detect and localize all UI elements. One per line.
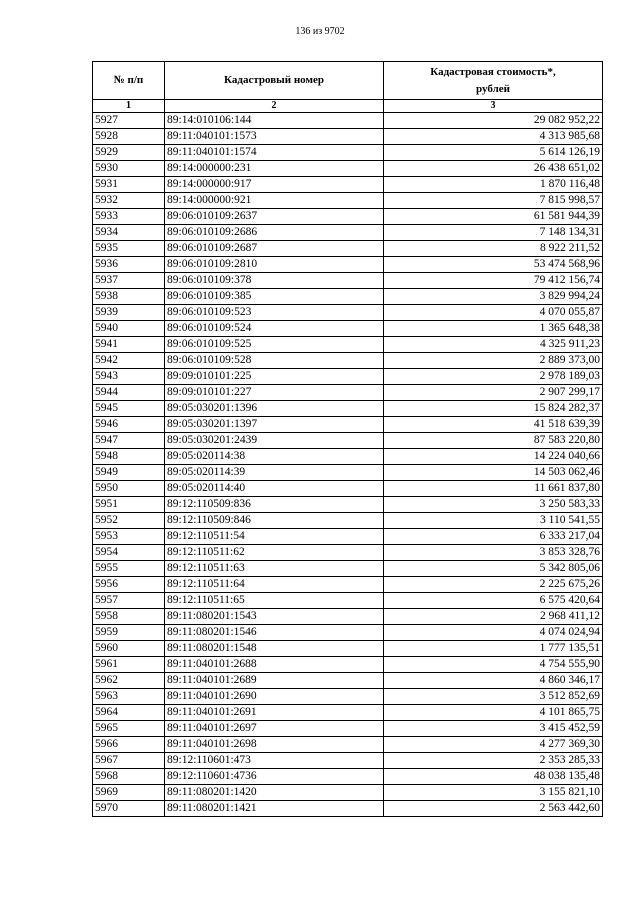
table-row	[93, 241, 603, 257]
cadastral-value-cell: 41 518 639,39	[384, 417, 603, 433]
cadastral-value-cell: 48 038 135,48	[384, 769, 603, 785]
cadastral-number-cell: 89:14:000000:917	[165, 177, 384, 193]
table-row	[93, 641, 603, 657]
cadastral-value-cell: 4 074 024,94	[384, 625, 603, 641]
cadastral-value-cell: 2 907 299,17	[384, 385, 603, 401]
table-row	[93, 337, 603, 353]
cadastral-value-cell: 3 110 541,55	[384, 513, 603, 529]
cadastral-value-cell: 61 581 944,39	[384, 209, 603, 225]
table-row	[93, 433, 603, 449]
cadastral-value-cell: 1 870 116,48	[384, 177, 603, 193]
table-row	[93, 257, 603, 273]
row-number-cell: 5934	[93, 225, 165, 241]
cadastral-value-cell: 7 148 134,31	[384, 225, 603, 241]
cadastral-number-cell: 89:11:080201:1548	[165, 641, 384, 657]
cadastral-number-cell: 89:06:010109:378	[165, 273, 384, 289]
row-number-cell: 5962	[93, 673, 165, 689]
column-number-2: 2	[165, 100, 384, 113]
table-row	[93, 609, 603, 625]
row-number-cell: 5952	[93, 513, 165, 529]
table-row	[93, 657, 603, 673]
table-row	[93, 113, 603, 129]
row-number-cell: 5953	[93, 529, 165, 545]
cadastral-value-cell: 7 815 998,57	[384, 193, 603, 209]
cadastral-value-cell: 3 512 852,69	[384, 689, 603, 705]
cadastral-number-cell: 89:11:040101:2690	[165, 689, 384, 705]
table-row	[93, 785, 603, 801]
cadastral-number-cell: 89:12:110511:62	[165, 545, 384, 561]
cadastral-number-cell: 89:05:020114:40	[165, 481, 384, 497]
cadastral-number-cell: 89:14:000000:231	[165, 161, 384, 177]
cadastral-value-cell: 6 575 420,64	[384, 593, 603, 609]
row-number-cell: 5958	[93, 609, 165, 625]
cadastral-value-cell: 87 583 220,80	[384, 433, 603, 449]
cadastral-number-cell: 89:11:040101:1574	[165, 145, 384, 161]
row-number-cell: 5968	[93, 769, 165, 785]
row-number-cell: 5944	[93, 385, 165, 401]
table-row	[93, 545, 603, 561]
column-number-1: 1	[93, 100, 165, 113]
table-row	[93, 177, 603, 193]
row-number-cell: 5949	[93, 465, 165, 481]
row-number-cell: 5966	[93, 737, 165, 753]
cadastral-value-cell: 4 101 865,75	[384, 705, 603, 721]
table-row	[93, 129, 603, 145]
cadastral-value-cell: 3 853 328,76	[384, 545, 603, 561]
cadastral-value-cell: 2 889 373,00	[384, 353, 603, 369]
cadastral-number-cell: 89:06:010109:385	[165, 289, 384, 305]
cadastral-value-cell: 15 824 282,37	[384, 401, 603, 417]
cadastral-number-cell: 89:11:040101:2689	[165, 673, 384, 689]
table-row	[93, 593, 603, 609]
cadastral-value-cell: 4 313 985,68	[384, 129, 603, 145]
row-number-cell: 5940	[93, 321, 165, 337]
cadastral-number-cell: 89:06:010109:523	[165, 305, 384, 321]
table-row	[93, 577, 603, 593]
table-row	[93, 145, 603, 161]
cadastral-value-cell: 3 829 994,24	[384, 289, 603, 305]
cadastral-number-cell: 89:06:010109:2686	[165, 225, 384, 241]
cadastral-value-cell: 53 474 568,96	[384, 257, 603, 273]
table-row	[93, 737, 603, 753]
row-number-cell: 5938	[93, 289, 165, 305]
cadastral-number-cell: 89:12:110601:473	[165, 753, 384, 769]
table-row	[93, 721, 603, 737]
cadastral-value-cell: 2 353 285,33	[384, 753, 603, 769]
cadastral-value-cell: 4 860 346,17	[384, 673, 603, 689]
cadastral-number-cell: 89:05:020114:39	[165, 465, 384, 481]
cadastral-number-cell: 89:05:030201:1396	[165, 401, 384, 417]
table-row	[93, 225, 603, 241]
cadastral-number-cell: 89:12:110509:836	[165, 497, 384, 513]
cadastral-number-cell: 89:14:010106:144	[165, 113, 384, 129]
row-number-cell: 5970	[93, 801, 165, 817]
cadastral-value-cell: 8 922 211,52	[384, 241, 603, 257]
cadastral-value-cell: 3 250 583,33	[384, 497, 603, 513]
row-number-cell: 5945	[93, 401, 165, 417]
row-number-cell: 5951	[93, 497, 165, 513]
row-number-cell: 5955	[93, 561, 165, 577]
table-row	[93, 193, 603, 209]
cadastral-value-cell: 1 777 135,51	[384, 641, 603, 657]
table-row	[93, 321, 603, 337]
cadastral-value-cell: 2 225 675,26	[384, 577, 603, 593]
cadastral-number-cell: 89:12:110511:64	[165, 577, 384, 593]
row-number-cell: 5931	[93, 177, 165, 193]
table-row	[93, 273, 603, 289]
cadastral-number-cell: 89:11:080201:1421	[165, 801, 384, 817]
row-number-cell: 5954	[93, 545, 165, 561]
cadastral-number-cell: 89:11:040101:2691	[165, 705, 384, 721]
cadastral-value-cell: 4 277 369,30	[384, 737, 603, 753]
cadastral-number-cell: 89:06:010109:2687	[165, 241, 384, 257]
cadastral-number-cell: 89:09:010101:227	[165, 385, 384, 401]
row-number-cell: 5961	[93, 657, 165, 673]
cadastral-number-cell: 89:05:030201:2439	[165, 433, 384, 449]
table-row	[93, 769, 603, 785]
header-cadastral-number: Кадастровый номер	[165, 62, 384, 100]
cadastral-value-cell: 3 155 821,10	[384, 785, 603, 801]
cadastral-number-cell: 89:11:040101:2688	[165, 657, 384, 673]
cadastral-number-cell: 89:11:080201:1420	[165, 785, 384, 801]
cadastral-value-cell: 2 563 442,60	[384, 801, 603, 817]
header-cadastral-value: Кадастровая стоимость*, рублей	[384, 62, 603, 100]
table-row	[93, 161, 603, 177]
row-number-cell: 5947	[93, 433, 165, 449]
cadastral-value-cell: 3 415 452,59	[384, 721, 603, 737]
row-number-cell: 5960	[93, 641, 165, 657]
cadastral-value-cell: 2 978 189,03	[384, 369, 603, 385]
cadastral-number-cell: 89:06:010109:528	[165, 353, 384, 369]
cadastral-number-cell: 89:06:010109:524	[165, 321, 384, 337]
cadastral-number-cell: 89:09:010101:225	[165, 369, 384, 385]
row-number-cell: 5932	[93, 193, 165, 209]
cadastral-value-cell: 11 661 837,80	[384, 481, 603, 497]
page-number-header: 136 из 9702	[295, 26, 345, 37]
row-number-cell: 5964	[93, 705, 165, 721]
row-number-cell: 5937	[93, 273, 165, 289]
row-number-cell: 5957	[93, 593, 165, 609]
cadastral-value-cell: 4 754 555,90	[384, 657, 603, 673]
row-number-cell: 5928	[93, 129, 165, 145]
cadastral-number-cell: 89:11:080201:1543	[165, 609, 384, 625]
row-number-cell: 5936	[93, 257, 165, 273]
table-row	[93, 753, 603, 769]
cadastral-value-cell: 26 438 651,02	[384, 161, 603, 177]
cadastral-number-cell: 89:12:110511:63	[165, 561, 384, 577]
table-row	[93, 801, 603, 817]
cadastral-value-cell: 5 342 805,06	[384, 561, 603, 577]
table-row	[93, 209, 603, 225]
cadastral-value-cell: 6 333 217,04	[384, 529, 603, 545]
table-row	[93, 417, 603, 433]
table-row	[93, 353, 603, 369]
cadastral-number-cell: 89:12:110511:65	[165, 593, 384, 609]
column-number-row	[93, 100, 603, 113]
row-number-cell: 5946	[93, 417, 165, 433]
row-number-cell: 5965	[93, 721, 165, 737]
cadastral-number-cell: 89:06:010109:2810	[165, 257, 384, 273]
row-number-cell: 5941	[93, 337, 165, 353]
row-number-cell: 5956	[93, 577, 165, 593]
row-number-cell: 5930	[93, 161, 165, 177]
row-number-cell: 5929	[93, 145, 165, 161]
column-number-3: 3	[384, 100, 603, 113]
cadastral-number-cell: 89:12:110509:846	[165, 513, 384, 529]
cadastral-value-cell: 2 968 411,12	[384, 609, 603, 625]
cadastral-value-cell: 14 503 062,46	[384, 465, 603, 481]
cadastral-number-cell: 89:05:020114:38	[165, 449, 384, 465]
cadastral-value-cell: 1 365 648,38	[384, 321, 603, 337]
table-row	[93, 705, 603, 721]
row-number-cell: 5927	[93, 113, 165, 129]
cadastral-number-cell: 89:12:110601:4736	[165, 769, 384, 785]
cadastral-number-cell: 89:11:040101:2697	[165, 721, 384, 737]
row-number-cell: 5950	[93, 481, 165, 497]
table-row	[93, 561, 603, 577]
table-row	[93, 513, 603, 529]
cadastral-value-cell: 14 224 040,66	[384, 449, 603, 465]
cadastral-value-table	[92, 61, 603, 817]
cadastral-value-cell: 5 614 126,19	[384, 145, 603, 161]
cadastral-number-cell: 89:11:040101:2698	[165, 737, 384, 753]
row-number-cell: 5967	[93, 753, 165, 769]
row-number-cell: 5935	[93, 241, 165, 257]
cadastral-number-cell: 89:05:030201:1397	[165, 417, 384, 433]
cadastral-number-cell: 89:06:010109:525	[165, 337, 384, 353]
cadastral-number-cell: 89:06:010109:2637	[165, 209, 384, 225]
table-row	[93, 305, 603, 321]
table-row	[93, 449, 603, 465]
table-row	[93, 481, 603, 497]
table-row	[93, 673, 603, 689]
table-row	[93, 465, 603, 481]
table-header-row	[93, 62, 603, 100]
row-number-cell: 5969	[93, 785, 165, 801]
row-number-cell: 5943	[93, 369, 165, 385]
table-row	[93, 401, 603, 417]
cadastral-value-cell: 29 082 952,22	[384, 113, 603, 129]
table-row	[93, 529, 603, 545]
header-row-number: № п/п	[93, 62, 165, 100]
cadastral-value-cell: 4 325 911,23	[384, 337, 603, 353]
row-number-cell: 5948	[93, 449, 165, 465]
cadastral-number-cell: 89:11:080201:1546	[165, 625, 384, 641]
cadastral-number-cell: 89:12:110511:54	[165, 529, 384, 545]
table-row	[93, 369, 603, 385]
cadastral-number-cell: 89:14:000000:921	[165, 193, 384, 209]
row-number-cell: 5963	[93, 689, 165, 705]
row-number-cell: 5939	[93, 305, 165, 321]
table-row	[93, 497, 603, 513]
table-row	[93, 625, 603, 641]
row-number-cell: 5933	[93, 209, 165, 225]
cadastral-number-cell: 89:11:040101:1573	[165, 129, 384, 145]
cadastral-value-cell: 4 070 055,87	[384, 305, 603, 321]
row-number-cell: 5959	[93, 625, 165, 641]
table-row	[93, 689, 603, 705]
table-row	[93, 289, 603, 305]
cadastral-value-cell: 79 412 156,74	[384, 273, 603, 289]
table-row	[93, 385, 603, 401]
row-number-cell: 5942	[93, 353, 165, 369]
